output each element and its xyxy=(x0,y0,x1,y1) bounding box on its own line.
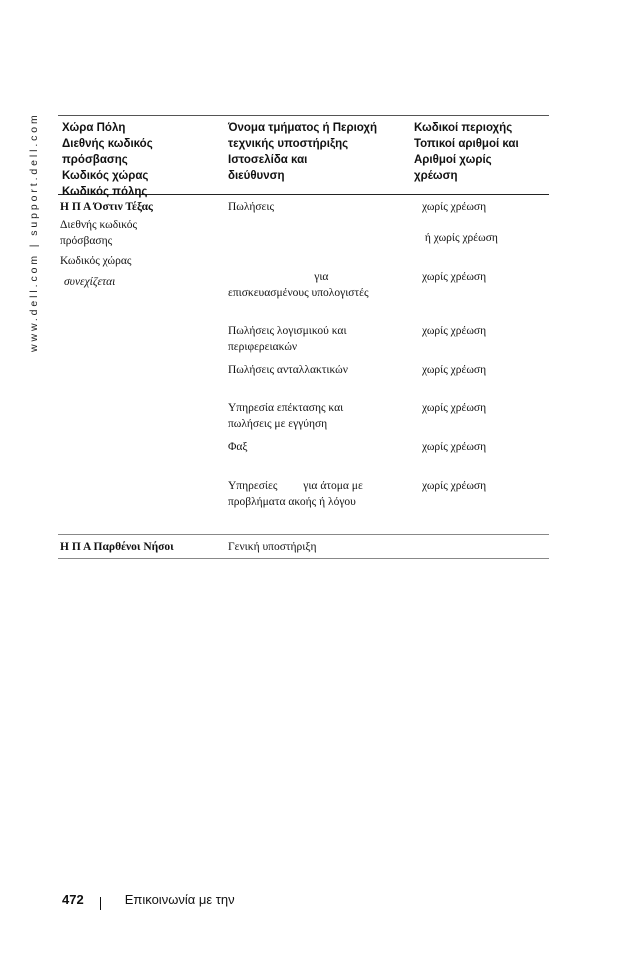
usa-virgin-islands-row xyxy=(58,535,549,558)
usa-texas-location xyxy=(58,195,226,534)
service-row xyxy=(226,230,549,269)
table-header-row xyxy=(58,116,549,198)
service-name: Υπηρεσία επέκτασης και πωλήσεις με εγγύηση xyxy=(228,402,344,430)
service-number: ή χωρίς χρέωση xyxy=(422,232,498,244)
service-row xyxy=(226,478,549,534)
service-name: Γενική υποστήριξη xyxy=(228,541,317,553)
service-number xyxy=(412,539,549,555)
service-name: Πωλήσεις λογισμικού και περιφερειακών xyxy=(228,325,347,353)
header-numbers: Κωδικοί περιοχής Τοπικοί αριθμοί και Αριθμοί χωρίς χρέωση xyxy=(414,122,519,182)
service-row xyxy=(226,400,549,439)
usa-virgin-location xyxy=(58,539,226,558)
service-row xyxy=(226,195,549,230)
table-bottom-rule xyxy=(58,558,549,559)
service-name: Υπηρεσίες για άτομα με προβλήματα ακοής ή λόγου xyxy=(228,480,363,508)
country-name: Η Π Α Όστιν Τέξας xyxy=(60,201,153,213)
country-code-label: Κωδικός χώρας xyxy=(60,255,132,267)
service-number: χωρίς χρέωση xyxy=(422,325,487,337)
service-name: Πωλήσεις xyxy=(228,201,275,213)
page-footer xyxy=(62,892,235,907)
service-row xyxy=(226,539,549,555)
service-number: χωρίς χρέωση xyxy=(422,271,487,283)
service-number: χωρίς χρέωση xyxy=(422,201,487,213)
service-name: για επισκευασμένους υπολογιστές xyxy=(228,271,369,299)
service-number: χωρίς χρέωση xyxy=(422,441,487,453)
access-code-label: Διεθνής κωδικός πρόσβασης xyxy=(60,219,138,247)
country-name: Η Π Α Παρθένοι Νήσοι xyxy=(60,541,174,553)
page-number: 472 xyxy=(62,892,84,907)
service-row xyxy=(226,362,549,400)
usa-texas-services xyxy=(226,195,549,534)
contact-table xyxy=(58,115,549,559)
usa-texas-row xyxy=(58,195,549,534)
service-number: χωρίς χρέωση xyxy=(422,480,487,492)
service-name xyxy=(226,230,412,269)
header-country-city: Χώρα Πόλη Διεθνής κωδικός πρόσβασης Κωδικός χώρας Κωδικός πόλης xyxy=(62,122,153,198)
service-row xyxy=(226,323,549,362)
header-department: Όνομα τμήματος ή Περιοχή τεχνικής υποστήριξης Ιστοσελίδα και διεύθυνση xyxy=(228,122,378,182)
side-url: www.dell.com | support.dell.com xyxy=(28,112,40,352)
service-number: χωρίς χρέωση xyxy=(422,364,487,376)
service-name: Πωλήσεις ανταλλακτικών xyxy=(228,364,348,376)
continued-label: συνεχίζεται xyxy=(64,276,116,288)
footer-separator xyxy=(100,897,101,910)
usa-virgin-services xyxy=(226,539,549,558)
service-number: χωρίς χρέωση xyxy=(422,402,487,414)
service-row xyxy=(226,269,549,323)
service-name: Φαξ xyxy=(228,441,248,453)
chapter-title: Επικοινωνία με την xyxy=(124,892,235,907)
service-row xyxy=(226,439,549,478)
